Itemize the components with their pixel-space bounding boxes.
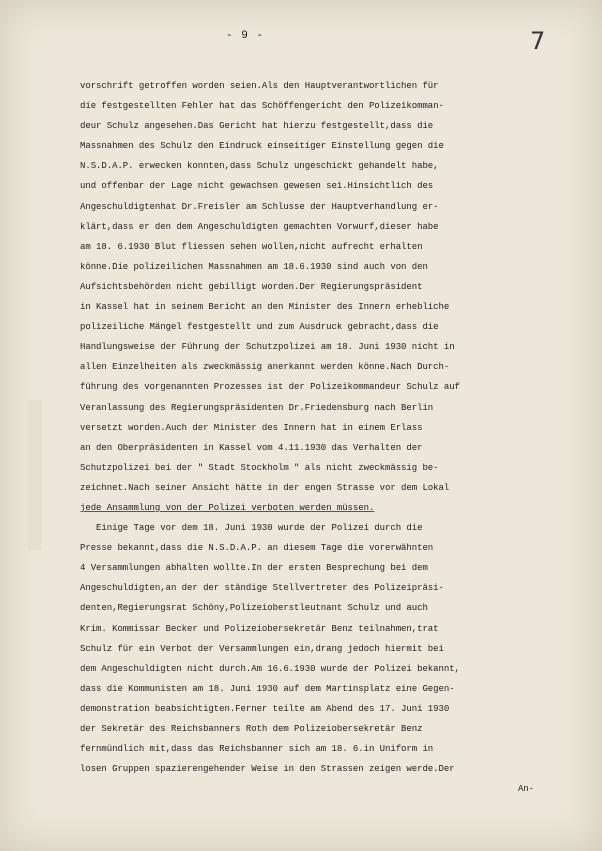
- text-line: Einige Tage vor dem 18. Juni 1930 wurde der Polizei durch die: [80, 523, 423, 534]
- text-line: könne.Die polizeilichen Massnahmen am 18.6.1930 sind auch von den: [80, 261, 428, 272]
- text-line: deur Schulz angesehen.Das Gericht hat hierzu festgestellt,dass die: [80, 121, 434, 132]
- text-line: Presse bekannt,dass die N.S.D.A.P. an diesem Tage die vorerwähnten: [80, 543, 434, 554]
- page-number: - 9 -: [226, 30, 265, 42]
- paper-stain: [28, 400, 42, 550]
- text-line: Angeschuldigten,an der der ständige Stellvertreter des Polizeipräsi-: [80, 583, 444, 594]
- text-line: an den Oberpräsidenten in Kassel vom 4.11.1930 das Verhalten der: [80, 442, 423, 453]
- text-line: Krim. Kommissar Becker und Polizeiobersekretär Benz teilnahmen,trat: [80, 623, 439, 634]
- text-line: die festgestellten Fehler hat das Schöffengericht den Polizeikomman-: [80, 101, 444, 112]
- continuation-word: An-: [517, 784, 534, 795]
- text-line: Schulz für ein Verbot der Versammlungen ein,drang jedoch hiermit bei: [80, 643, 444, 654]
- folio-number: 7: [530, 27, 546, 55]
- text-line: Veranlassung des Regierungspräsidenten Dr.Friedensburg nach Berlin: [80, 402, 434, 413]
- text-line: 4 Versammlungen abhalten wollte.In der ersten Besprechung bei dem: [80, 563, 428, 574]
- text-line: dem Angeschuldigten nicht durch.Am 16.6.1930 wurde der Polizei bekannt,: [80, 663, 460, 674]
- text-line: Aufsichtsbehörden nicht gebilligt worden.Der Regierungspräsident: [80, 281, 423, 292]
- text-line: klärt,dass er den dem Angeschuldigten gemachten Vorwurf,dieser habe: [80, 221, 439, 232]
- text-line: Massnahmen des Schulz den Eindruck einseitiger Einstellung gegen die: [80, 141, 444, 152]
- text-line: zeichnet.Nach seiner Ansicht hätte in der engen Strasse vor dem Lokal: [80, 482, 450, 493]
- text-line: vorschrift getroffen worden seien.Als den Hauptverantwortlichen für: [80, 81, 439, 91]
- text-line: und offenbar der Lage nicht gewachsen gewesen sei.Hinsichtlich des: [80, 181, 434, 192]
- text-line-underlined: jede Ansammlung von der Polizei verboten werden müssen.: [80, 502, 375, 513]
- text-line: dass die Kommunisten am 18. Juni 1930 auf dem Martinsplatz eine Gegen-: [80, 683, 455, 694]
- text-line: führung des vorgenannten Prozesses ist der Polizeikommandeur Schulz auf: [80, 382, 460, 393]
- text-line: demonstration beabsichtigten.Ferner teilte am Abend des 17. Juni 1930: [80, 703, 450, 714]
- text-line: am 18. 6.1930 Blut fliessen sehen wollen,nicht aufrecht erhalten: [80, 241, 423, 252]
- text-line: Angeschuldigtenhat Dr.Freisler am Schlusse der Hauptverhandlung er-: [80, 201, 439, 212]
- body-text: [80, 76, 550, 799]
- text-line: N.S.D.A.P. erwecken konnten,dass Schulz ungeschickt gehandelt habe,: [80, 161, 439, 172]
- text-line: polizeiliche Mängel festgestellt und zum Ausdruck gebracht,dass die: [80, 322, 439, 333]
- text-line: der Sekretär des Reichsbanners Roth dem Polizeiobersekretär Benz: [80, 724, 423, 734]
- text-line: allen Einzelheiten als zweckmässig anerkannt werden könne.Nach Durch-: [80, 362, 450, 373]
- text-line: denten,Regierungsrat Schöny,Polizeioberstleutnant Schulz und auch: [80, 603, 428, 614]
- text-line: Handlungsweise der Führung der Schutzpolizei am 18. Juni 1930 nicht in: [80, 342, 455, 353]
- text-line: Schutzpolizei bei der " Stadt Stockholm " als nicht zweckmässig be-: [80, 462, 439, 473]
- text-line: versetzt worden.Auch der Minister des Innern hat in einem Erlass: [80, 422, 423, 433]
- text-line: losen Gruppen spazierengehender Weise in den Strassen zeigen werde.Der: [80, 764, 455, 775]
- text-line: in Kassel hat in seinem Bericht an den Minister des Innern erhebliche: [80, 302, 450, 313]
- text-line: fernmündlich mit,dass das Reichsbanner sich am 18. 6.in Uniform in: [80, 744, 434, 755]
